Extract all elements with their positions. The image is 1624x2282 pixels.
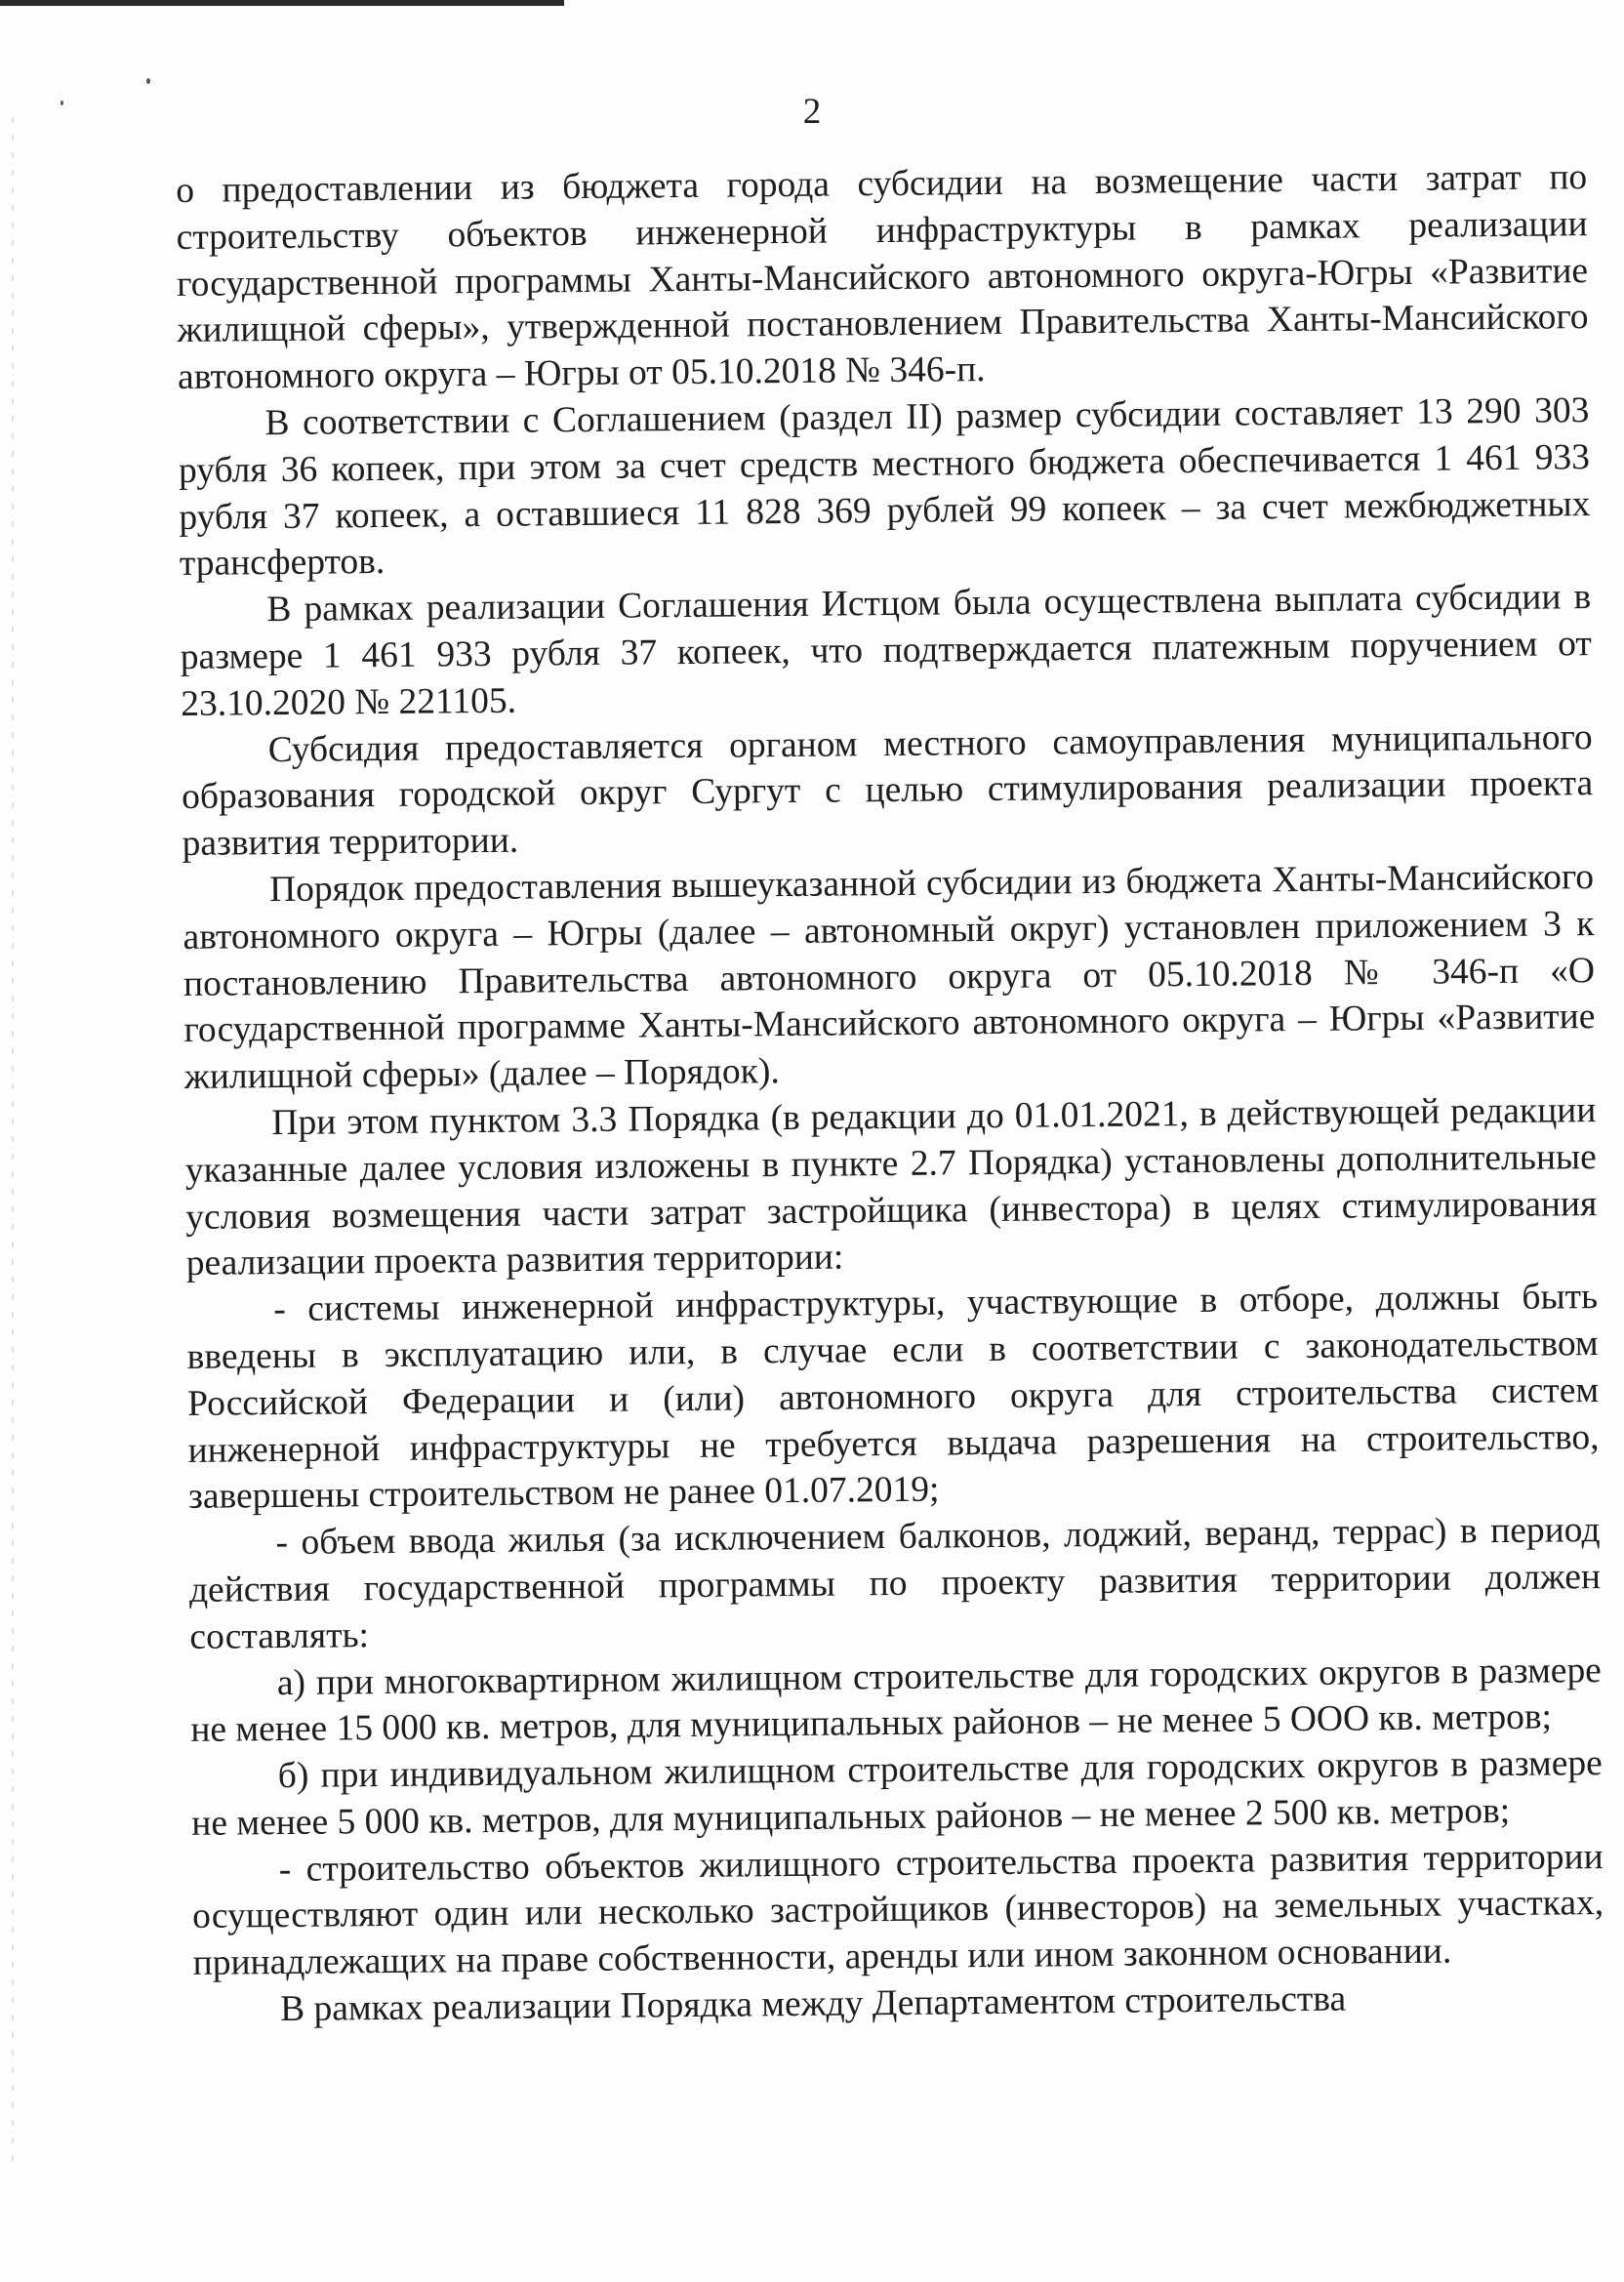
paragraph: При этом пунктом 3.3 Порядка (в редакции до 01.01.2021, в действующей редакции указанные далее условия изложены в пункте 2.7 Порядка) установлены дополнительные условия возмещения части затрат застройщика (инвестора) в целях стимулирования реализации проекта развития территории:	[184, 1090, 1598, 1284]
list-item: - системы инженерной инфраструктуры, участвующие в отборе, должны быть введены в эксплуатацию или, в случае если в соответствии с законодательством Российской Федерации и (или) автономного округа для строительства систем инженерной инфраструктуры не требуется выдача разрешения на строительство, завершены строительством не ранее 01.07.2019;	[186, 1277, 1600, 1518]
list-item: б) при индивидуальном жилищном строительстве для городских округов в размере не менее 5 000 кв. метров, для муниципальных районов – не менее 2 500 кв. метров;	[191, 1743, 1603, 1844]
scan-speck	[146, 78, 150, 84]
document-body	[176, 154, 1604, 2034]
list-item: - строительство объектов жилищного строительства проекта развития территории осуществляют один или несколько застройщиков (инвесторов) на земельных участках, принадлежащих на праве собственности, аренды или ином законном основании.	[192, 1836, 1604, 1984]
list-item: - объем ввода жилья (за исключением балконов, лоджий, веранд, террас) в период действия государственной программы по проекту развития территории должен составлять:	[188, 1510, 1602, 1657]
scan-gutter-marks	[12, 117, 14, 2167]
paragraph: В рамках реализации Порядка между Департаментом строительства	[279, 1978, 1347, 2030]
scan-top-edge	[0, 0, 564, 6]
paragraph: В рамках реализации Соглашения Истцом была осуществлена выплата субсидии в размере 1 461 933 рубля 37 копеек, что подтверждается платежным поручением от 23.10.2020 № 221105.	[180, 577, 1592, 724]
list-item: а) при многоквартирном жилищном строительстве для городских округов в размере не менее 15 000 кв. метров, для муниципальных районов – не менее 5 ООО кв. метров;	[190, 1650, 1603, 1751]
paragraph-continuation: о предоставлении из бюджета города субсидии на возмещение части затрат по строительству объектов инженерной инфраструктуры в рамках реализации государственной программы Ханты-Мансийского автономного округа-Югры «Развитие жилищной сферы», утвержденной постановлением Правительства Ханты-Мансийского автономного округа – Югры от 05.10.2018 № 346-п.	[176, 157, 1589, 398]
paragraph: В соответствии с Соглашением (раздел II) размер субсидии составляет 13 290 303 рубля 36 копеек, при этом за счет средств местного бюджета обеспечивается 1 461 933 рубля 37 копеек, а оставшиеся 11 828 369 рублей 99 копеек – за счет межбюджетных трансфертов.	[178, 390, 1591, 585]
page-number: 2	[802, 92, 822, 132]
paragraph: Субсидия предоставляется органом местного самоуправления муниципального образования городской округ Сургут с целью стимулирования реализации проекта развития территории.	[181, 716, 1594, 865]
paragraph: Порядок предоставления вышеуказанной субсидии из бюджета Ханты-Мансийского автономного округа – Югры (далее – автономный округ) установлен приложением 3 к постановлению Правительства автономного округа от 05.10.2018 № 346-п «О государственной программе Ханты-Мансийского автономного округа – Югры «Развитие жилищной сферы» (далее – Порядок).	[183, 857, 1596, 1098]
